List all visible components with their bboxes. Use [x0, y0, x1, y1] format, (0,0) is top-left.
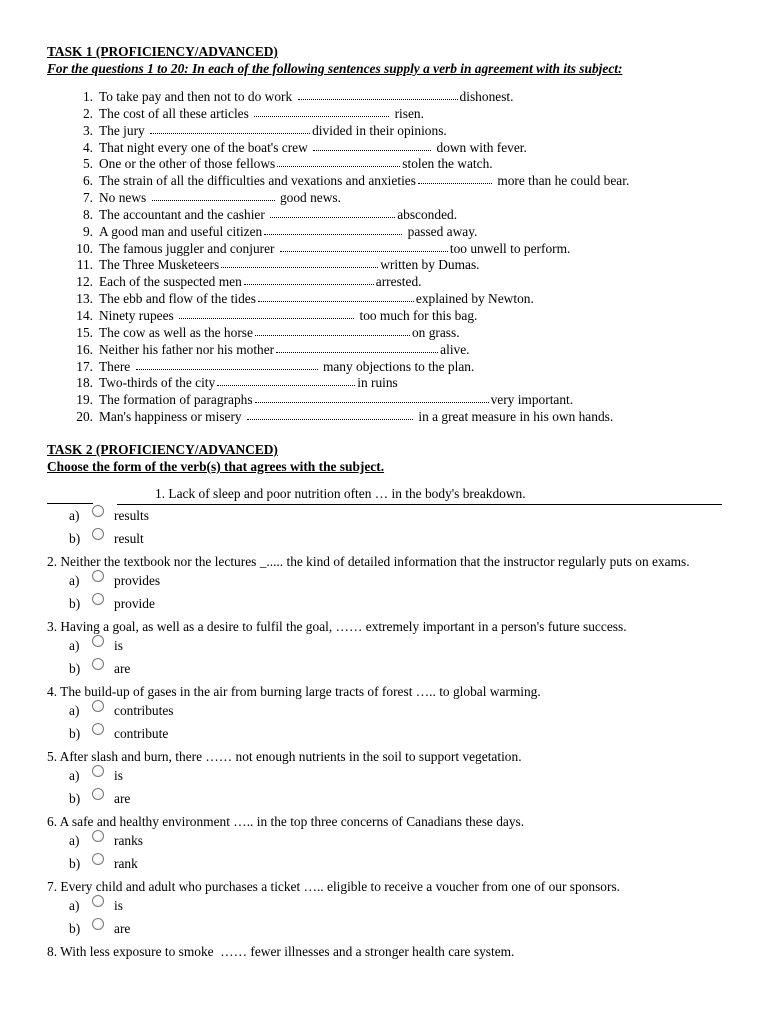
rule-line: [47, 502, 93, 504]
question-text: 7. Every child and adult who purchases a ticket ….. eligible to receive a voucher from one of our sponsors.: [47, 878, 621, 894]
option-text: is: [114, 898, 123, 914]
option-label: a): [69, 768, 80, 784]
item-number: 9.: [82, 223, 93, 239]
option-label: a): [69, 833, 80, 849]
sentence-end: in a great measure in his own hands.: [418, 409, 614, 425]
item-number: 1.: [82, 89, 93, 104]
task1-item: [47, 392, 722, 409]
option-a[interactable]: [47, 635, 722, 658]
verb-blank[interactable]: [276, 342, 438, 353]
option-b[interactable]: [47, 592, 722, 615]
option-label: a): [69, 638, 80, 654]
task1-item: [47, 190, 722, 207]
sentence-start: The cow as well as the horse: [99, 324, 253, 340]
task1-item: [47, 274, 722, 291]
sentence-end: stolen the watch.: [402, 156, 493, 172]
option-b[interactable]: [47, 657, 722, 680]
option-a[interactable]: [47, 700, 722, 723]
task2-instruction: Choose the form of the verb(s) that agrees with the subject.: [47, 458, 385, 474]
item-number: 7.: [82, 190, 93, 206]
verb-blank[interactable]: [418, 173, 492, 184]
option-a[interactable]: [47, 895, 722, 918]
sentence-start: No news: [99, 190, 147, 206]
question-text: 2. Neither the textbook nor the lectures _..... the kind of detailed information that the instructor regularly puts on exams.: [47, 553, 690, 569]
option-a[interactable]: [47, 570, 722, 593]
item-number: 17.: [76, 358, 93, 374]
sentence-end: passed away.: [407, 223, 478, 239]
sentence-end: alive.: [440, 341, 470, 357]
option-text: rank: [114, 855, 138, 871]
option-text: are: [114, 790, 131, 806]
verb-blank[interactable]: [244, 274, 374, 285]
question-8: [47, 943, 722, 960]
sentence-end: dishonest.: [459, 89, 514, 104]
question-text: 3. Having a goal, as well as a desire to fulfil the goal, …… extremely important in a person's future success.: [47, 618, 627, 634]
sentence-start: The jury: [99, 122, 145, 138]
option-text: ranks: [114, 833, 144, 849]
radio-button[interactable]: [92, 853, 104, 865]
radio-button[interactable]: [92, 505, 104, 517]
option-label: a): [69, 898, 80, 914]
option-text: result: [114, 530, 144, 546]
question-text: 5. After slash and burn, there …… not enough nutrients in the soil to support vegetation.: [47, 748, 522, 764]
question-text: 6. A safe and healthy environment ….. in the top three concerns of Canadians these days.: [47, 813, 525, 829]
option-label: b): [69, 855, 81, 871]
task1-item: [47, 241, 722, 258]
sentence-end: too much for this bag.: [359, 307, 478, 323]
sentence-end: more than he could bear.: [497, 173, 630, 189]
item-number: 8.: [82, 206, 93, 222]
sentence-start: That night every one of the boat's crew: [99, 139, 308, 155]
task1-item: [47, 123, 722, 140]
option-text: is: [114, 638, 123, 654]
verb-blank[interactable]: [258, 291, 414, 302]
option-label: b): [69, 790, 81, 806]
task1-item: [47, 325, 722, 342]
item-number: 18.: [76, 375, 93, 391]
radio-button[interactable]: [92, 635, 104, 647]
verb-blank[interactable]: [247, 409, 413, 420]
item-number: 2.: [82, 105, 93, 121]
task1-item: [47, 308, 722, 325]
task1-item: [47, 173, 722, 190]
item-number: 15.: [76, 324, 93, 340]
sentence-start: A good man and useful citizen: [99, 223, 263, 239]
sentence-end: divided in their opinions.: [312, 122, 447, 138]
sentence-start: The famous juggler and conjurer: [99, 240, 275, 256]
sentence-end: good news.: [279, 190, 341, 206]
option-label: b): [69, 725, 81, 741]
sentence-end: very important.: [490, 392, 574, 408]
verb-blank[interactable]: [136, 359, 318, 370]
option-label: a): [69, 508, 80, 524]
verb-blank[interactable]: [254, 106, 389, 117]
sentence-start: To take pay and then not to do work: [99, 89, 293, 104]
item-number: 13.: [76, 291, 93, 307]
item-number: 14.: [76, 307, 93, 323]
option-a[interactable]: [47, 505, 722, 528]
verb-blank[interactable]: [313, 140, 431, 151]
task1-item: [47, 359, 722, 376]
option-a[interactable]: [47, 830, 722, 853]
item-number: 10.: [76, 240, 93, 256]
sentence-start: One or the other of those fellows: [99, 156, 276, 172]
option-b[interactable]: [47, 527, 722, 550]
verb-blank[interactable]: [179, 308, 354, 319]
sentence-end: risen.: [394, 105, 424, 121]
option-label: a): [69, 573, 80, 589]
verb-blank[interactable]: [280, 241, 448, 252]
radio-button[interactable]: [92, 528, 104, 540]
sentence-end: written by Dumas.: [380, 257, 480, 273]
sentence-start: Man's happiness or misery: [99, 409, 242, 425]
option-text: are: [114, 660, 131, 676]
option-text: provide: [114, 595, 155, 611]
option-a[interactable]: [47, 765, 722, 788]
sentence-start: The strain of all the difficulties and vexations and anxieties: [99, 173, 416, 189]
question-3: [47, 618, 722, 635]
sentence-end: down with fever.: [436, 139, 527, 155]
task1-list: [47, 89, 722, 426]
verb-blank[interactable]: [150, 123, 310, 134]
option-text: is: [114, 768, 123, 784]
task1-item: [47, 106, 722, 123]
option-b[interactable]: [47, 852, 722, 875]
item-number: 19.: [76, 392, 93, 408]
verb-blank[interactable]: [264, 224, 402, 235]
verb-blank[interactable]: [298, 89, 458, 100]
sentence-end: on grass.: [411, 324, 460, 340]
task1-item: [47, 140, 722, 157]
sentence-start: The Three Musketeers: [99, 257, 220, 273]
sentence-start: Ninety rupees: [99, 307, 174, 323]
sentence-start: The accountant and the cashier: [99, 206, 265, 222]
task2-title: TASK 2 (PROFICIENCY/ADVANCED): [47, 441, 278, 457]
verb-blank[interactable]: [217, 375, 355, 386]
task2-section: [47, 441, 722, 960]
radio-button[interactable]: [92, 700, 104, 712]
option-b[interactable]: [47, 787, 722, 810]
worksheet-page: [47, 43, 722, 960]
task1-item: [47, 291, 722, 308]
radio-button[interactable]: [92, 895, 104, 907]
sentence-end: in ruins: [357, 375, 398, 391]
option-label: b): [69, 530, 81, 546]
option-label: b): [69, 595, 81, 611]
question-6: [47, 813, 722, 830]
verb-blank[interactable]: [221, 257, 378, 268]
radio-button[interactable]: [92, 830, 104, 842]
option-b[interactable]: [47, 917, 722, 940]
question-5: [47, 748, 722, 765]
option-b[interactable]: [47, 722, 722, 745]
option-text: contribute: [114, 725, 169, 741]
task1-item: [47, 375, 722, 392]
sentence-start: There: [99, 358, 131, 374]
sentence-end: arrested.: [375, 274, 422, 290]
sentence-start: Neither his father nor his mother: [99, 341, 275, 357]
task1-item: [47, 207, 722, 224]
radio-button[interactable]: [92, 788, 104, 800]
radio-button[interactable]: [92, 658, 104, 670]
verb-blank[interactable]: [277, 156, 400, 167]
radio-button[interactable]: [92, 570, 104, 582]
sentence-end: too unwell to perform.: [449, 240, 571, 256]
radio-button[interactable]: [92, 918, 104, 930]
item-number: 5.: [82, 156, 93, 172]
option-label: b): [69, 660, 81, 676]
sentence-start: Each of the suspected men: [99, 274, 242, 290]
task1-instruction: For the questions 1 to 20: In each of the following sentences supply a verb in agreement with its subject:: [47, 61, 623, 76]
verb-blank[interactable]: [270, 207, 395, 218]
item-number: 4.: [82, 139, 93, 155]
sentence-end: many objections to the plan.: [322, 358, 475, 374]
radio-button[interactable]: [92, 723, 104, 735]
sentence-start: The cost of all these articles: [99, 105, 249, 121]
verb-blank[interactable]: [255, 325, 410, 336]
option-label: a): [69, 703, 80, 719]
sentence-start: The ebb and flow of the tides: [99, 291, 256, 307]
question-4: [47, 683, 722, 700]
task1-item: [47, 224, 722, 241]
item-number: 6.: [82, 173, 93, 189]
item-number: 20.: [76, 409, 93, 425]
radio-button[interactable]: [92, 765, 104, 777]
question-1: [47, 486, 722, 505]
question-2: [47, 553, 722, 570]
option-text: provides: [114, 573, 161, 589]
verb-blank[interactable]: [255, 392, 489, 403]
option-text: are: [114, 920, 131, 936]
question-7: [47, 878, 722, 895]
sentence-end: absconded.: [397, 206, 458, 222]
option-text: contributes: [114, 703, 174, 719]
task1-title: TASK 1 (PROFICIENCY/ADVANCED): [47, 44, 278, 59]
item-number: 11.: [76, 257, 93, 273]
verb-blank[interactable]: [152, 190, 275, 201]
radio-button[interactable]: [92, 593, 104, 605]
question-text: 8. With less exposure to smoke …… fewer illnesses and a stronger health care system.: [47, 943, 515, 959]
sentence-start: Two-thirds of the city: [99, 375, 216, 391]
sentence-start: The formation of paragraphs: [99, 392, 253, 408]
option-label: b): [69, 920, 81, 936]
task1-item: [47, 342, 722, 359]
task1-item: [47, 257, 722, 274]
task1-item: [47, 156, 722, 173]
sentence-end: explained by Newton.: [415, 291, 534, 307]
question-text: 1. Lack of sleep and poor nutrition often … in the body's breakdown.: [117, 486, 722, 505]
option-text: results: [114, 508, 149, 524]
question-text: 4. The build-up of gases in the air from burning large tracts of forest ….. to global warming.: [47, 683, 541, 699]
item-number: 12.: [76, 274, 93, 290]
item-number: 16.: [76, 341, 93, 357]
task1-item: [47, 89, 722, 106]
task1-item: [47, 409, 722, 426]
item-number: 3.: [82, 122, 93, 138]
